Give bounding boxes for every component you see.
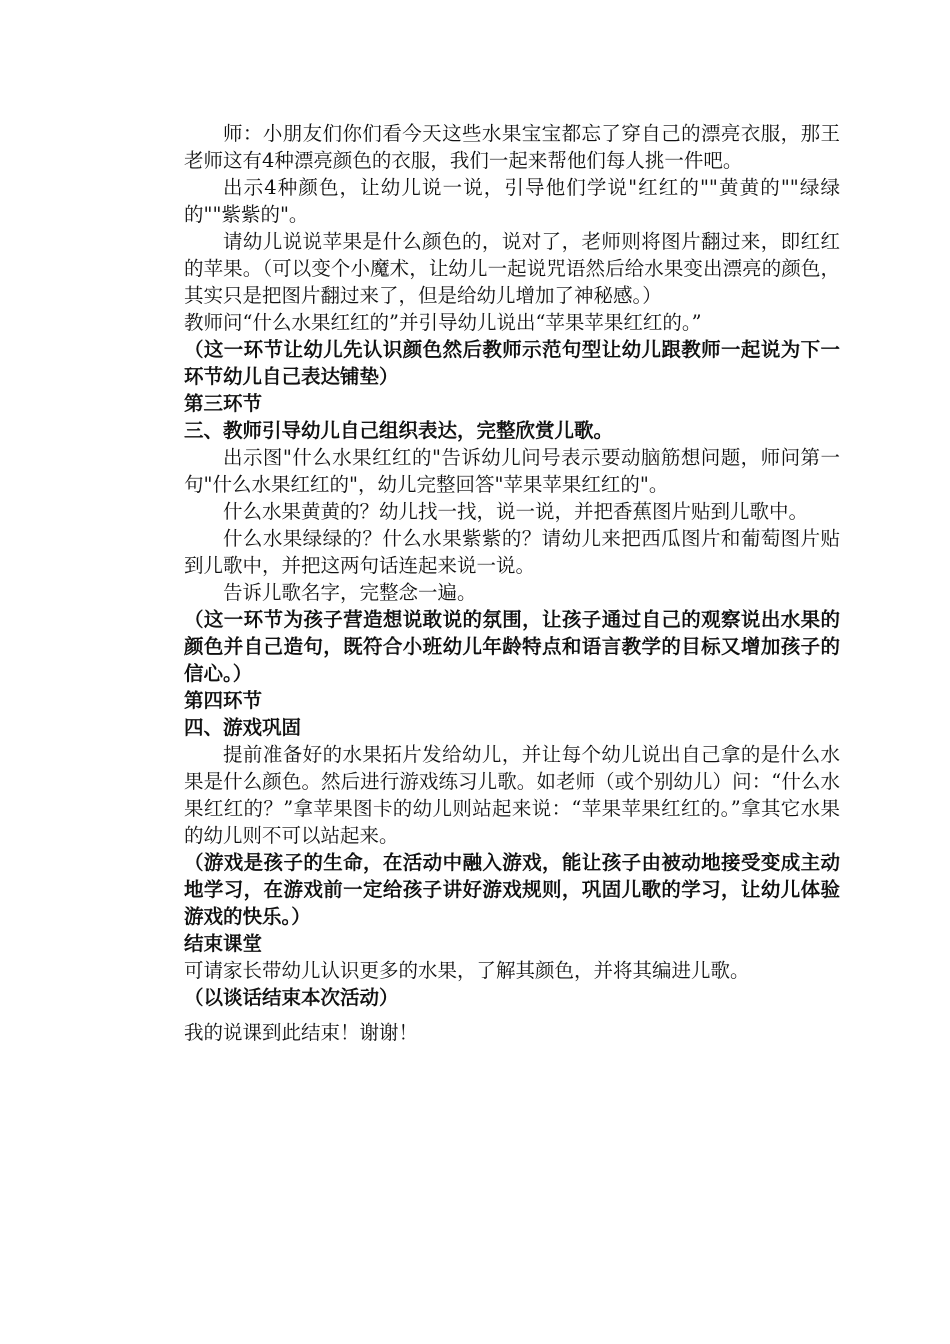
paragraph-show-picture: 出示图"什么水果红红的"告诉幼儿问号表示要动脑筋想问题，师问第一句"什么水果红红的"，幼儿完整回答"苹果苹果红红的"。 bbox=[184, 446, 840, 496]
heading-section-three: 第三环节 bbox=[184, 392, 263, 415]
paragraph-yellow-fruit: 什么水果黄黄的？幼儿找一找，说一说，并把香蕉图片贴到儿歌中。 bbox=[223, 500, 809, 523]
note-section-three: （这一环节为孩子营造想说敢说的氛围，让孩子通过自己的观察说出水果的颜色并自己造句，既符合小班幼儿年龄特点和语言教学的目标又增加孩子的信心。） bbox=[184, 608, 840, 685]
paragraph-green-purple-fruit: 什么水果绿绿的？什么水果紫紫的？请幼儿来把西瓜图片和葡萄图片贴到儿歌中，并把这两句话连起来说一说。 bbox=[184, 527, 840, 577]
subheading-section-three: 三、教师引导幼儿自己组织表达，完整欣赏儿歌。 bbox=[184, 419, 614, 442]
paragraph-show-colors: 出示4种颜色，让幼儿说一说，引导他们学说"红红的""黄黄的""绿绿的""紫紫的"。 bbox=[184, 176, 840, 226]
note-section-two: （这一环节让幼儿先认识颜色然后教师示范句型让幼儿跟教师一起说为下一环节幼儿自己表达铺垫） bbox=[184, 338, 840, 388]
document-page bbox=[184, 120, 840, 1046]
paragraph-parents: 可请家长带幼儿认识更多的水果，了解其颜色，并将其编进儿歌。 bbox=[184, 959, 750, 982]
paragraph-teacher-intro: 师：小朋友们你们看今天这些水果宝宝都忘了穿自己的漂亮衣服，那王老师这有4种漂亮颜色的衣服，我们一起来帮他们每人挑一件吧。 bbox=[184, 122, 840, 172]
paragraph-apple-color: 请幼儿说说苹果是什么颜色的，说对了，老师则将图片翻过来，即红红的苹果。（可以变个小魔术，让幼儿一起说咒语然后给水果变出漂亮的颜色，其实只是把图片翻过来了，但是给幼儿增加了神秘感。） bbox=[184, 230, 840, 307]
note-conclusion: （以谈话结束本次活动） bbox=[184, 986, 399, 1009]
heading-section-four: 第四环节 bbox=[184, 689, 263, 712]
paragraph-song-name: 告诉儿歌名字，完整念一遍。 bbox=[223, 581, 477, 604]
heading-conclusion: 结束课堂 bbox=[184, 932, 263, 955]
note-section-four: （游戏是孩子的生命，在活动中融入游戏，能让孩子由被动地接受变成主动地学习，在游戏前一定给孩子讲好游戏规则，巩固儿歌的学习，让幼儿体验游戏的快乐。） bbox=[184, 851, 840, 928]
paragraph-teacher-question: 教师问“什么水果红红的”并引导幼儿说出“苹果苹果红红的。” bbox=[184, 311, 702, 334]
subheading-section-four: 四、游戏巩固 bbox=[184, 716, 302, 739]
paragraph-game: 提前准备好的水果拓片发给幼儿，并让每个幼儿说出自己拿的是什么水果是什么颜色。然后进行游戏练习儿歌。如老师（或个别幼儿）问：“什么水果红红的？”拿苹果图卡的幼儿则站起来说：“苹果苹果红红的。”拿其它水果的幼儿则不可以站起来。 bbox=[184, 743, 840, 847]
paragraph-closing: 我的说课到此结束！谢谢！ bbox=[184, 1021, 419, 1044]
